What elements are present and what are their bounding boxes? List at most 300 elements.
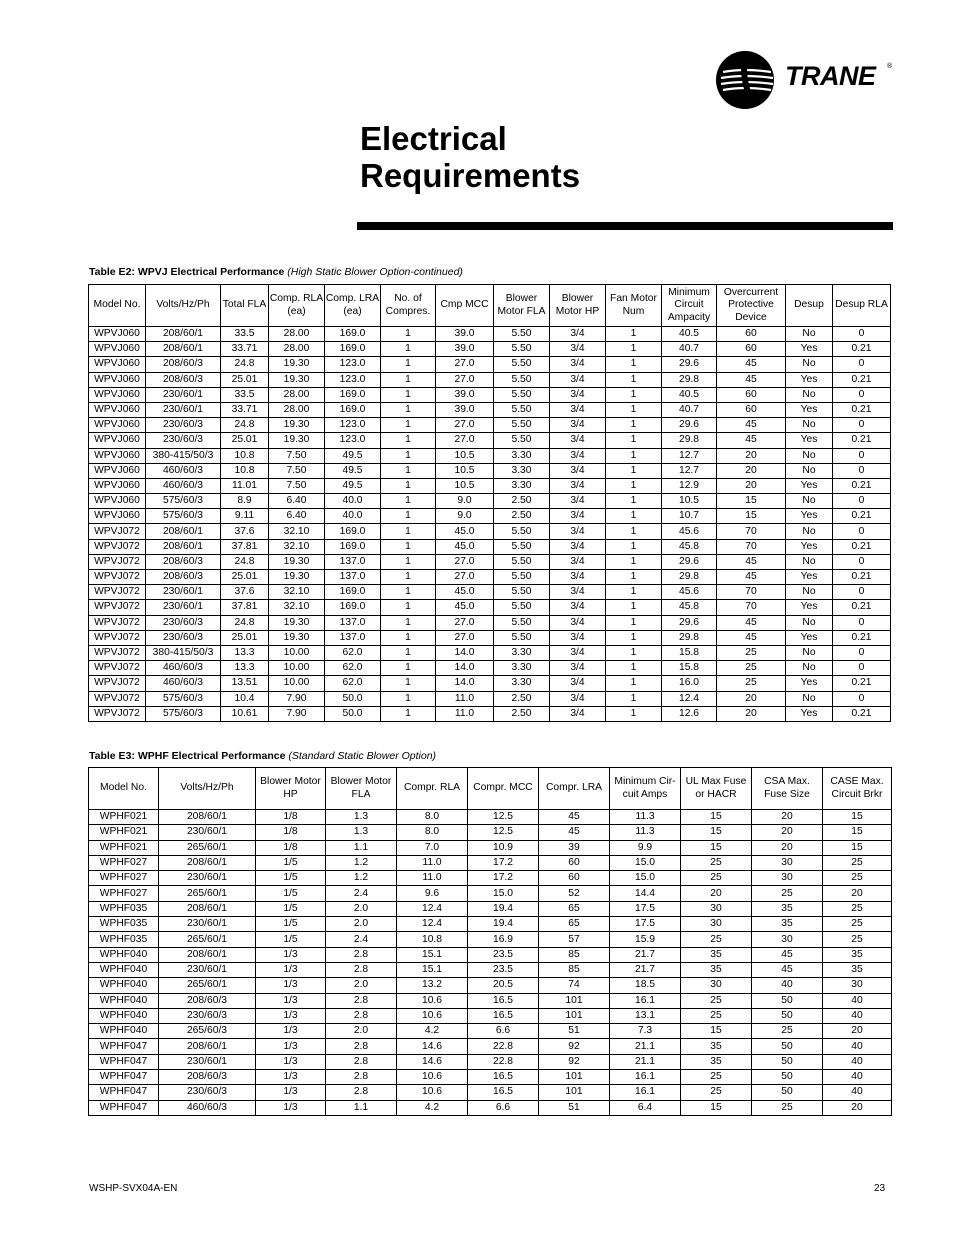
table-cell: WPHF035 xyxy=(89,901,159,916)
column-header: Volts/Hz/Ph xyxy=(146,285,221,327)
table-cell: 575/60/3 xyxy=(146,706,221,721)
table-cell: 3/4 xyxy=(550,327,606,342)
table-cell: 3/4 xyxy=(550,509,606,524)
table-cell: 25 xyxy=(681,1008,752,1023)
table-cell: 35 xyxy=(681,947,752,962)
table-cell: 169.0 xyxy=(325,539,381,554)
table-cell: 4.2 xyxy=(397,1024,468,1039)
table-cell: 0 xyxy=(833,387,891,402)
footer-page-number: 23 xyxy=(874,1183,886,1194)
table-cell: 3/4 xyxy=(550,478,606,493)
table-row xyxy=(89,372,891,387)
table-cell: 0.21 xyxy=(833,600,891,615)
table-cell: 19.30 xyxy=(269,357,325,372)
table-cell: 85 xyxy=(539,947,610,962)
table-cell: 62.0 xyxy=(325,645,381,660)
table-cell: 1.1 xyxy=(326,1100,397,1115)
table-cell: 123.0 xyxy=(325,372,381,387)
table-cell: 22.8 xyxy=(468,1039,539,1054)
table-cell: 1 xyxy=(606,387,662,402)
table-cell: WPVJ072 xyxy=(89,706,146,721)
table-cell: 1/3 xyxy=(256,1100,326,1115)
page-title-line1: Electrical xyxy=(360,120,507,157)
table-cell: 3/4 xyxy=(550,524,606,539)
table-cell: 5.50 xyxy=(494,433,550,448)
table-row xyxy=(89,478,891,493)
table-cell: 14.4 xyxy=(610,886,681,901)
table-cell: 6.4 xyxy=(610,1100,681,1115)
table-cell: No xyxy=(786,327,833,342)
table-cell: 0.21 xyxy=(833,570,891,585)
table-cell: 19.30 xyxy=(269,554,325,569)
table-cell: WPHF027 xyxy=(89,871,159,886)
table-cell: 1 xyxy=(606,570,662,585)
table-cell: 1 xyxy=(606,554,662,569)
table-cell: WPVJ060 xyxy=(89,463,146,478)
table-cell: 27.0 xyxy=(436,630,494,645)
table-cell: 0.21 xyxy=(833,478,891,493)
table-cell: 49.5 xyxy=(325,448,381,463)
table-cell: 18.5 xyxy=(610,978,681,993)
table-cell: 1/8 xyxy=(256,810,326,825)
table-cell: 575/60/3 xyxy=(146,494,221,509)
table-cell: WPVJ072 xyxy=(89,615,146,630)
table-cell: 15 xyxy=(823,825,892,840)
table-cell: 1 xyxy=(606,630,662,645)
column-header: Total FLA xyxy=(221,285,269,327)
table-cell: 123.0 xyxy=(325,357,381,372)
table-cell: WPHF047 xyxy=(89,1054,159,1069)
table-cell: 25 xyxy=(752,1100,823,1115)
table-cell: 265/60/3 xyxy=(159,1024,256,1039)
table-cell: 1 xyxy=(381,418,436,433)
table-cell: 35 xyxy=(752,901,823,916)
table-cell: WPVJ072 xyxy=(89,539,146,554)
table-cell: 1/8 xyxy=(256,825,326,840)
table-cell: 51 xyxy=(539,1024,610,1039)
title-rule xyxy=(357,222,893,230)
table-e2-caption-bold: Table E2: WPVJ Electrical Performance xyxy=(89,266,285,278)
table-cell: 169.0 xyxy=(325,327,381,342)
table-cell: 10.5 xyxy=(436,448,494,463)
table-cell: 1.1 xyxy=(326,840,397,855)
table-cell: 265/60/1 xyxy=(159,840,256,855)
table-cell: 24.8 xyxy=(221,418,269,433)
table-cell: 25 xyxy=(681,855,752,870)
table-row xyxy=(89,978,892,993)
column-header: Minimum Circuit Ampacity xyxy=(662,285,717,327)
table-cell: 2.0 xyxy=(326,978,397,993)
table-cell: 1/3 xyxy=(256,993,326,1008)
table-cell: 45.6 xyxy=(662,585,717,600)
table-cell: 24.8 xyxy=(221,615,269,630)
table-cell: 21.7 xyxy=(610,962,681,977)
table-cell: 29.6 xyxy=(662,615,717,630)
table-cell: 5.50 xyxy=(494,387,550,402)
column-header: Cmp MCC xyxy=(436,285,494,327)
table-cell: WPHF021 xyxy=(89,810,159,825)
table-cell: 208/60/1 xyxy=(159,855,256,870)
table-cell: 0.21 xyxy=(833,676,891,691)
table-cell: 5.50 xyxy=(494,554,550,569)
table-cell: 23.5 xyxy=(468,962,539,977)
table-row xyxy=(89,570,891,585)
table-cell: 265/60/1 xyxy=(159,932,256,947)
table-cell: 20 xyxy=(752,810,823,825)
table-cell: WPVJ060 xyxy=(89,402,146,417)
table-cell: 1 xyxy=(381,524,436,539)
table-cell: 25 xyxy=(717,676,786,691)
table-cell: 14.0 xyxy=(436,676,494,691)
table-cell: 3.30 xyxy=(494,448,550,463)
table-cell: 16.9 xyxy=(468,932,539,947)
table-cell: 10.8 xyxy=(397,932,468,947)
table-cell: 1 xyxy=(606,418,662,433)
table-cell: Yes xyxy=(786,570,833,585)
table-cell: 11.01 xyxy=(221,478,269,493)
table-cell: 1 xyxy=(606,327,662,342)
table-cell: 50 xyxy=(752,1054,823,1069)
table-row xyxy=(89,524,891,539)
table-cell: 1 xyxy=(606,539,662,554)
table-cell: 460/60/3 xyxy=(146,463,221,478)
table-cell: 1 xyxy=(606,372,662,387)
table-cell: WPHF040 xyxy=(89,978,159,993)
table-cell: 1/5 xyxy=(256,855,326,870)
table-cell: 19.30 xyxy=(269,615,325,630)
table-cell: 11.3 xyxy=(610,825,681,840)
table-cell: 1 xyxy=(381,372,436,387)
table-cell: 1 xyxy=(381,585,436,600)
table-cell: 230/60/3 xyxy=(146,615,221,630)
table-cell: Yes xyxy=(786,342,833,357)
table-cell: WPVJ060 xyxy=(89,387,146,402)
table-cell: 3.30 xyxy=(494,478,550,493)
column-header: CASE Max. Circuit Brkr xyxy=(823,768,892,810)
table-cell: 2.0 xyxy=(326,917,397,932)
column-header: Model No. xyxy=(89,768,159,810)
table-row xyxy=(89,357,891,372)
table-cell: 19.30 xyxy=(269,433,325,448)
table-row xyxy=(89,1008,892,1023)
table-cell: 2.8 xyxy=(326,1054,397,1069)
table-cell: 27.0 xyxy=(436,433,494,448)
table-cell: 20 xyxy=(717,691,786,706)
table-e2-caption xyxy=(89,266,463,278)
table-cell: WPVJ060 xyxy=(89,448,146,463)
table-cell: 230/60/3 xyxy=(146,630,221,645)
table-cell: 57 xyxy=(539,932,610,947)
column-header: Blower Motor FLA xyxy=(494,285,550,327)
table-cell: 7.50 xyxy=(269,478,325,493)
table-cell: 230/60/1 xyxy=(146,600,221,615)
column-header: Overcurrent Protective Device xyxy=(717,285,786,327)
table-cell: 15.8 xyxy=(662,661,717,676)
table-cell: 28.00 xyxy=(269,327,325,342)
table-cell: 2.8 xyxy=(326,1039,397,1054)
table-cell: 45.8 xyxy=(662,539,717,554)
table-cell: 1/5 xyxy=(256,932,326,947)
table-cell: 3/4 xyxy=(550,448,606,463)
table-cell: 12.5 xyxy=(468,810,539,825)
table-cell: 15 xyxy=(823,840,892,855)
table-cell: 40 xyxy=(823,1054,892,1069)
table-cell: 1 xyxy=(381,615,436,630)
table-cell: No xyxy=(786,448,833,463)
table-e3-header-row xyxy=(89,768,892,810)
table-cell: 40.7 xyxy=(662,402,717,417)
table-row xyxy=(89,554,891,569)
table-cell: 10.9 xyxy=(468,840,539,855)
table-cell: 1 xyxy=(381,570,436,585)
table-cell: 20 xyxy=(717,478,786,493)
table-cell: 1 xyxy=(381,600,436,615)
table-cell: 70 xyxy=(717,524,786,539)
table-cell: 25.01 xyxy=(221,372,269,387)
table-cell: WPVJ072 xyxy=(89,524,146,539)
table-cell: 2.8 xyxy=(326,1070,397,1085)
table-cell: 40 xyxy=(823,1008,892,1023)
table-cell: 24.8 xyxy=(221,554,269,569)
page-title-line2: Requirements xyxy=(360,157,581,194)
table-cell: 37.6 xyxy=(221,524,269,539)
table-row xyxy=(89,387,891,402)
table-row xyxy=(89,327,891,342)
table-cell: 30 xyxy=(681,901,752,916)
table-cell: Yes xyxy=(786,402,833,417)
table-cell: 20.5 xyxy=(468,978,539,993)
table-cell: 0 xyxy=(833,418,891,433)
table-cell: 29.6 xyxy=(662,418,717,433)
table-row xyxy=(89,494,891,509)
table-row xyxy=(89,418,891,433)
table-cell: 230/60/1 xyxy=(159,871,256,886)
table-cell: 2.50 xyxy=(494,509,550,524)
table-cell: 230/60/1 xyxy=(146,585,221,600)
table-cell: 137.0 xyxy=(325,570,381,585)
table-cell: WPHF035 xyxy=(89,917,159,932)
table-cell: 0 xyxy=(833,327,891,342)
table-cell: 15.1 xyxy=(397,962,468,977)
table-cell: 17.5 xyxy=(610,901,681,916)
table-cell: 25 xyxy=(717,645,786,660)
table-row xyxy=(89,676,891,691)
table-cell: 3/4 xyxy=(550,600,606,615)
table-cell: WPVJ072 xyxy=(89,691,146,706)
table-cell: Yes xyxy=(786,539,833,554)
table-e3-caption-bold: Table E3: WPHF Electrical Performance xyxy=(89,750,286,762)
table-cell: 25.01 xyxy=(221,433,269,448)
table-cell: 16.1 xyxy=(610,1070,681,1085)
table-cell: 19.4 xyxy=(468,901,539,916)
table-e2-body xyxy=(89,327,891,722)
table-cell: 7.90 xyxy=(269,691,325,706)
table-cell: 25 xyxy=(823,855,892,870)
table-cell: 0.21 xyxy=(833,372,891,387)
table-cell: 25 xyxy=(752,1024,823,1039)
table-cell: WPVJ072 xyxy=(89,630,146,645)
table-cell: 208/60/1 xyxy=(159,1039,256,1054)
table-cell: 101 xyxy=(539,1070,610,1085)
table-cell: 60 xyxy=(717,402,786,417)
table-cell: 9.9 xyxy=(610,840,681,855)
table-cell: Yes xyxy=(786,433,833,448)
table-cell: 3/4 xyxy=(550,615,606,630)
table-cell: 29.6 xyxy=(662,554,717,569)
table-cell: WPHF047 xyxy=(89,1039,159,1054)
table-cell: 208/60/1 xyxy=(159,901,256,916)
table-cell: 40.0 xyxy=(325,509,381,524)
table-cell: 10.6 xyxy=(397,993,468,1008)
table-cell: 0 xyxy=(833,463,891,478)
table-row xyxy=(89,509,891,524)
table-row xyxy=(89,810,892,825)
table-cell: 230/60/1 xyxy=(159,962,256,977)
table-cell: 39.0 xyxy=(436,342,494,357)
table-cell: 60 xyxy=(539,871,610,886)
table-cell: WPHF040 xyxy=(89,1008,159,1023)
table-cell: 17.2 xyxy=(468,855,539,870)
table-cell: 50.0 xyxy=(325,691,381,706)
table-cell: 123.0 xyxy=(325,433,381,448)
table-cell: 1 xyxy=(381,448,436,463)
table-cell: 1 xyxy=(606,585,662,600)
table-cell: 1.2 xyxy=(326,871,397,886)
table-cell: 1/8 xyxy=(256,840,326,855)
table-cell: 10.00 xyxy=(269,661,325,676)
table-cell: 460/60/3 xyxy=(146,478,221,493)
table-e3-caption xyxy=(89,750,436,762)
table-cell: 70 xyxy=(717,600,786,615)
table-cell: 3/4 xyxy=(550,433,606,448)
table-cell: 10.4 xyxy=(221,691,269,706)
table-cell: No xyxy=(786,554,833,569)
table-cell: 25 xyxy=(823,901,892,916)
table-cell: 15.0 xyxy=(468,886,539,901)
table-cell: 1 xyxy=(381,327,436,342)
table-cell: Yes xyxy=(786,676,833,691)
table-cell: 11.0 xyxy=(397,871,468,886)
table-cell: 70 xyxy=(717,539,786,554)
table-cell: WPVJ060 xyxy=(89,357,146,372)
table-cell: 15.0 xyxy=(610,855,681,870)
table-cell: No xyxy=(786,645,833,660)
table-cell: 20 xyxy=(823,1024,892,1039)
table-cell: 33.71 xyxy=(221,342,269,357)
table-cell: 14.0 xyxy=(436,661,494,676)
table-e2-caption-italic: (High Static Blower Option-continued) xyxy=(287,266,463,278)
table-cell: 27.0 xyxy=(436,554,494,569)
table-row xyxy=(89,1085,892,1100)
table-cell: No xyxy=(786,585,833,600)
table-cell: 35 xyxy=(681,1054,752,1069)
table-cell: 4.2 xyxy=(397,1100,468,1115)
table-cell: 32.10 xyxy=(269,585,325,600)
table-cell: No xyxy=(786,418,833,433)
table-cell: 1 xyxy=(606,463,662,478)
table-cell: 11.0 xyxy=(397,855,468,870)
table-cell: 1 xyxy=(381,433,436,448)
table-cell: 12.4 xyxy=(662,691,717,706)
table-row xyxy=(89,855,892,870)
table-cell: 0 xyxy=(833,554,891,569)
table-cell: 2.4 xyxy=(326,932,397,947)
table-cell: 1/3 xyxy=(256,947,326,962)
table-cell: 50 xyxy=(752,1070,823,1085)
table-cell: WPHF047 xyxy=(89,1070,159,1085)
table-cell: 7.50 xyxy=(269,463,325,478)
table-cell: 20 xyxy=(823,886,892,901)
table-cell: 1/3 xyxy=(256,1024,326,1039)
table-row xyxy=(89,947,892,962)
trane-emblem-icon xyxy=(715,50,775,110)
table-cell: 16.0 xyxy=(662,676,717,691)
table-cell: 208/60/1 xyxy=(146,327,221,342)
table-cell: 40.5 xyxy=(662,387,717,402)
table-cell: 3/4 xyxy=(550,463,606,478)
table-cell: 208/60/1 xyxy=(146,524,221,539)
brand-name: TRANE xyxy=(785,61,876,91)
table-cell: 0.21 xyxy=(833,630,891,645)
table-cell: 1 xyxy=(606,342,662,357)
table-cell: 40 xyxy=(823,1085,892,1100)
column-header: Model No. xyxy=(89,285,146,327)
table-cell: Yes xyxy=(786,372,833,387)
table-cell: 3.30 xyxy=(494,645,550,660)
table-cell: 25 xyxy=(681,1070,752,1085)
table-cell: 29.8 xyxy=(662,433,717,448)
table-row xyxy=(89,661,891,676)
table-cell: 1 xyxy=(381,387,436,402)
table-cell: 45 xyxy=(717,372,786,387)
table-cell: 12.7 xyxy=(662,448,717,463)
table-row xyxy=(89,840,892,855)
table-cell: 39.0 xyxy=(436,327,494,342)
table-cell: 2.8 xyxy=(326,1085,397,1100)
table-cell: 6.6 xyxy=(468,1100,539,1115)
table-row xyxy=(89,448,891,463)
table-cell: 6.40 xyxy=(269,509,325,524)
table-cell: 12.9 xyxy=(662,478,717,493)
table-cell: 1.2 xyxy=(326,855,397,870)
table-cell: 1 xyxy=(606,478,662,493)
table-cell: 0.21 xyxy=(833,402,891,417)
table-cell: 7.50 xyxy=(269,448,325,463)
table-cell: 40.7 xyxy=(662,342,717,357)
column-header: Desup xyxy=(786,285,833,327)
table-cell: 8.0 xyxy=(397,810,468,825)
table-cell: 15 xyxy=(717,509,786,524)
table-cell: 60 xyxy=(539,855,610,870)
table-cell: Yes xyxy=(786,630,833,645)
table-cell: 1 xyxy=(381,509,436,524)
table-cell: 27.0 xyxy=(436,570,494,585)
table-cell: 32.10 xyxy=(269,600,325,615)
table-cell: 22.8 xyxy=(468,1054,539,1069)
table-cell: WPVJ072 xyxy=(89,645,146,660)
table-e2 xyxy=(88,284,891,722)
table-cell: 17.2 xyxy=(468,871,539,886)
table-cell: 1 xyxy=(606,494,662,509)
table-cell: 208/60/3 xyxy=(146,372,221,387)
table-cell: 74 xyxy=(539,978,610,993)
table-cell: 1 xyxy=(606,676,662,691)
table-cell: 7.0 xyxy=(397,840,468,855)
table-cell: 5.50 xyxy=(494,570,550,585)
table-cell: No xyxy=(786,524,833,539)
table-cell: 37.6 xyxy=(221,585,269,600)
table-cell: 14.6 xyxy=(397,1039,468,1054)
